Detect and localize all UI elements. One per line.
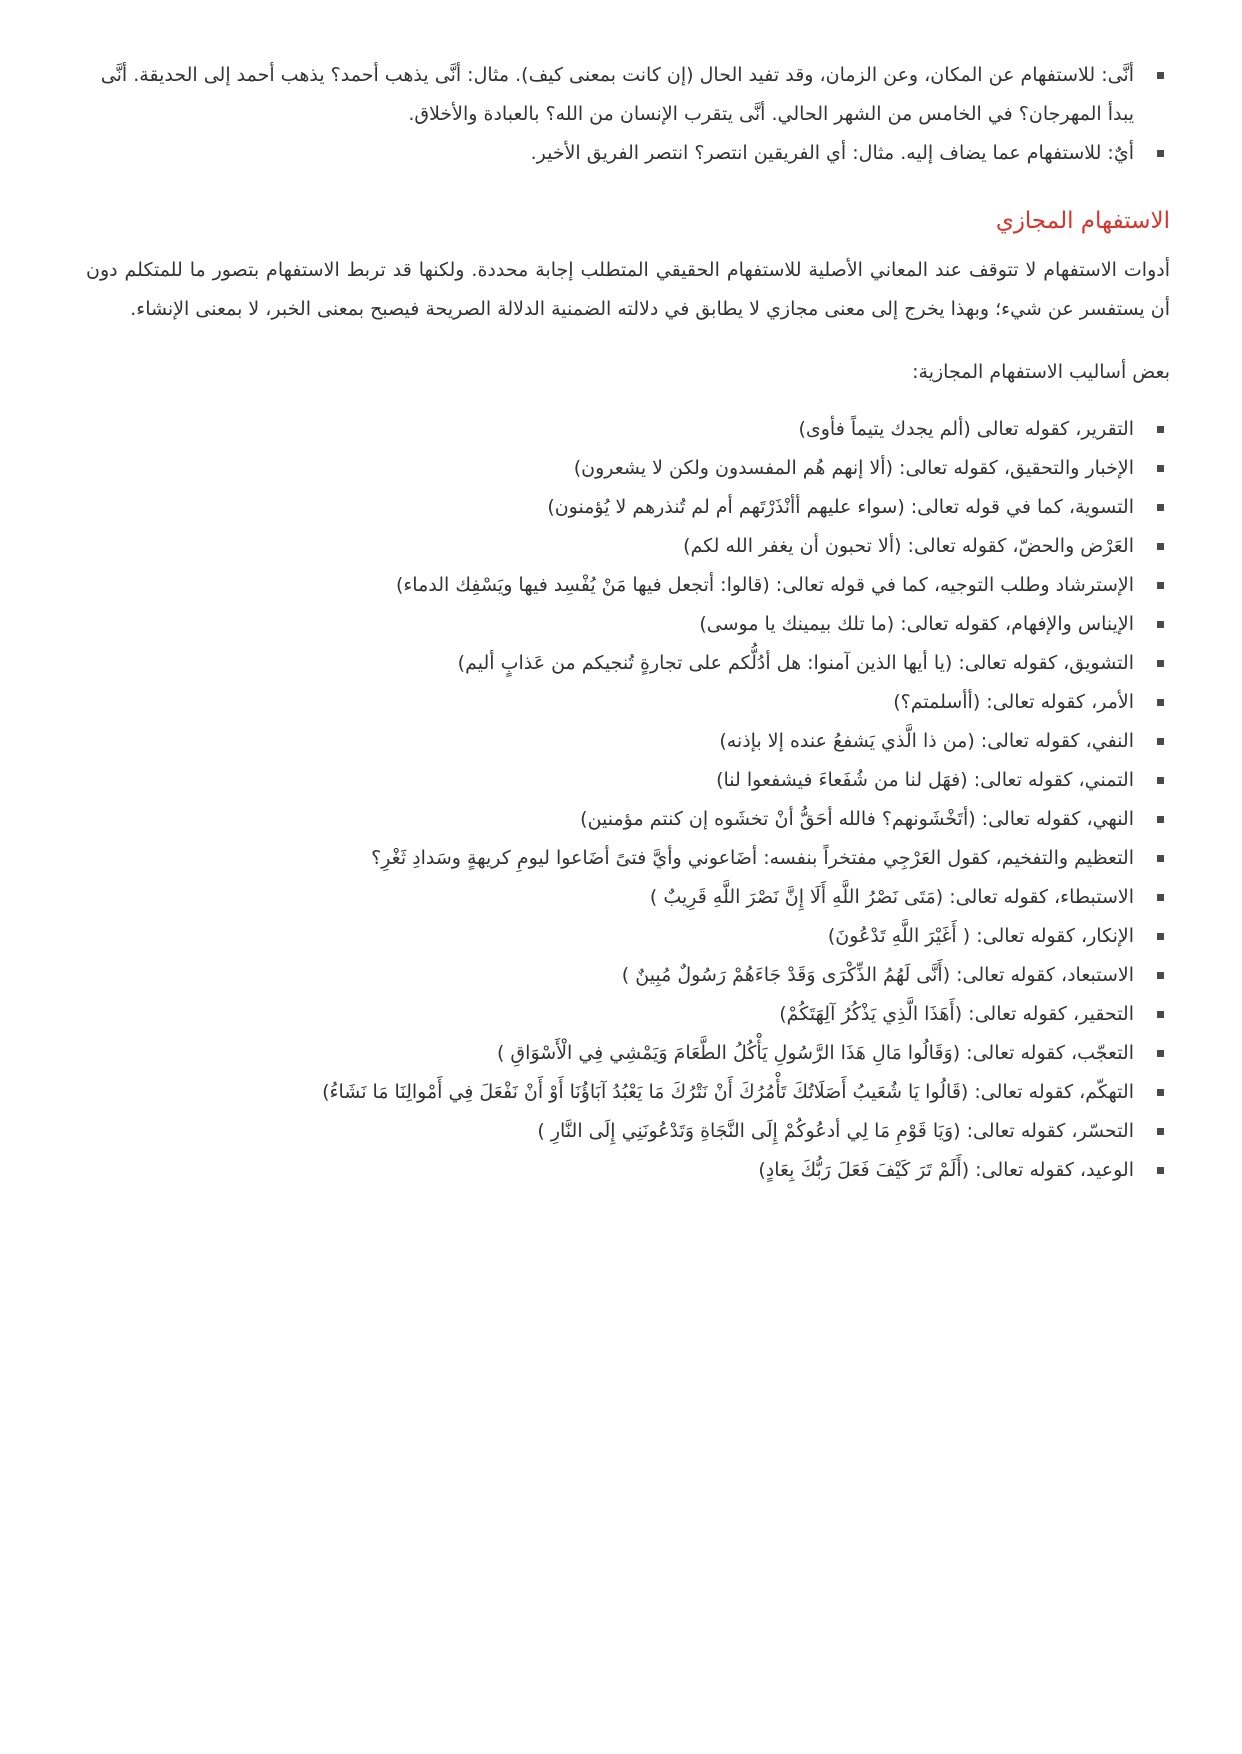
square-bullet-icon <box>1157 894 1164 901</box>
square-bullet-icon <box>1157 1050 1164 1057</box>
list-item-text: أيٌ: للاستفهام عما يضاف إليه. مثال: أي الفريقين انتصر؟ انتصر الفريق الأخير. <box>530 142 1134 164</box>
list-item <box>86 761 1170 800</box>
list-item <box>86 56 1170 134</box>
list-item-text: الإخبار والتحقيق، كقوله تعالى: (ألا إنهم هُم المفسدون ولكن لا يشعرون) <box>573 457 1134 479</box>
list-item-text: النفي، كقوله تعالى: (من ذا الَّذي يَشفعُ عنده إلا بإذنه) <box>719 730 1134 752</box>
list-item-text: الإنكار، كقوله تعالى: ( أَغَيْرَ اللَّهِ تَدْعُونَ) <box>827 925 1134 947</box>
list-item <box>86 566 1170 605</box>
intro-paragraph: أدوات الاستفهام لا تتوقف عند المعاني الأصلية للاستفهام الحقيقي المتطلب إجابة محددة. ولكنها قد تربط الاستفهام بتصور ما للمتكلم دون أن يستفسر عن شيء؛ وبهذا يخرج إلى معنى مجازي لا يطابق في دلالته الضمنية الدلالة الصريحة فيصبح بمعنى الخبر، لا بمعنى الإنشاء. <box>86 259 1170 320</box>
list-item <box>86 488 1170 527</box>
list-item <box>86 800 1170 839</box>
styles-intro: بعض أساليب الاستفهام المجازية: <box>912 361 1170 383</box>
square-bullet-icon <box>1157 972 1164 979</box>
list-item-text: الاستبعاد، كقوله تعالى: (أَنَّى لَهُمُ الذِّكْرَى وَقَدْ جَاءَهُمْ رَسُولٌ مُبِينٌ ) <box>621 964 1134 986</box>
square-bullet-icon <box>1157 1167 1164 1174</box>
square-bullet-icon <box>1157 933 1164 940</box>
square-bullet-icon <box>1157 72 1164 79</box>
square-bullet-icon <box>1157 1128 1164 1135</box>
section-heading: الاستفهام المجازي <box>995 208 1170 234</box>
list-item-text: العَرْض والحضّ، كقوله تعالى: (ألا تحبون أن يغفر الله لكم) <box>683 535 1134 557</box>
square-bullet-icon <box>1157 660 1164 667</box>
square-bullet-icon <box>1157 465 1164 472</box>
list-item <box>86 1112 1170 1151</box>
list-item <box>86 995 1170 1034</box>
list-item <box>86 722 1170 761</box>
square-bullet-icon <box>1157 582 1164 589</box>
list-item <box>86 878 1170 917</box>
list-item <box>86 956 1170 995</box>
list-item-text: التهكّم، كقوله تعالى: (قَالُوا يَا شُعَيبُ أَصَلَاتُكَ تَأْمُرُكَ أَنْ نَتْرُكَ مَا يَعْبُدُ آبَاؤُنَا أَوْ أَنْ نَفْعَلَ فِي أَمْوالِنَا مَا نَشَاءُ) <box>322 1081 1134 1103</box>
square-bullet-icon <box>1157 621 1164 628</box>
square-bullet-icon <box>1157 738 1164 745</box>
square-bullet-icon <box>1157 1089 1164 1096</box>
figurative-styles-list <box>86 410 1170 1190</box>
list-item <box>86 917 1170 956</box>
list-item <box>86 1034 1170 1073</box>
list-item-text: التقرير، كقوله تعالى (ألم يجدك يتيماً فأوى) <box>798 418 1134 440</box>
square-bullet-icon <box>1157 816 1164 823</box>
list-item-text: النهي، كقوله تعالى: (أتَخْشَونهم؟ فالله أحَقُّ أنْ تخشَوه إن كنتم مؤمنين) <box>580 808 1134 830</box>
list-item <box>86 1073 1170 1112</box>
document-page <box>86 56 1170 1190</box>
square-bullet-icon <box>1157 504 1164 511</box>
list-item-text: أنَّى: للاستفهام عن المكان، وعن الزمان، وقد تفيد الحال (إن كانت بمعنى كيف). مثال: أنَّى يذهب أحمد؟ يذهب أحمد إلى الحديقة. أنَّى يبدأ المهرجان؟ في الخامس من الشهر الحالي. أنَّى يتقرب الإنسان من الله؟ بالعبادة والأخلاق. <box>100 64 1134 125</box>
square-bullet-icon <box>1157 777 1164 784</box>
list-item <box>86 527 1170 566</box>
square-bullet-icon <box>1157 1011 1164 1018</box>
list-item-text: التحقير، كقوله تعالى: (أَهَذَا الَّذِي يَذْكُرُ آلِهَتَكُمْ) <box>779 1003 1134 1025</box>
list-item <box>86 449 1170 488</box>
list-item-text: التعظيم والتفخيم، كقول العَرْجِي مفتخراً بنفسه: أضَاعوني وأيَّ فتىً أضَاعوا ليومِ كريهةٍ وسَدادِ ثَغْرِ؟ <box>371 847 1134 869</box>
square-bullet-icon <box>1157 426 1164 433</box>
list-item <box>86 683 1170 722</box>
list-item-text: الوعيد، كقوله تعالى: (أَلَمْ تَرَ كَيْفَ فَعَلَ رَبُّكَ بِعَادٍ) <box>758 1159 1134 1181</box>
list-item <box>86 1151 1170 1190</box>
list-item-text: التسوية، كما في قوله تعالى: (سواء عليهم أأنْذَرْتَهم أم لم تُنذرهم لا يُؤمنون) <box>547 496 1134 518</box>
list-item <box>86 410 1170 449</box>
list-item <box>86 644 1170 683</box>
square-bullet-icon <box>1157 150 1164 157</box>
list-item-text: الإيناس والإفهام، كقوله تعالى: (ما تلك بيمينك يا موسى) <box>699 613 1134 635</box>
list-item-text: التعجّب، كقوله تعالى: (وَقَالُوا مَالِ هَذَا الرَّسُولِ يَأْكُلُ الطَّعَامَ وَيَمْشِي فِي الْأَسْوَاقِ ) <box>496 1042 1134 1064</box>
square-bullet-icon <box>1157 855 1164 862</box>
list-item-text: التحسّر، كقوله تعالى: (وَيَا قَوْمِ مَا لِي أدعُوكُمْ إِلَى النَّجَاةِ وَتَدْعُونَنِي إِلَى النَّارِ ) <box>537 1120 1134 1142</box>
list-item-text: الاستبطاء، كقوله تعالى: (مَتَى نَصْرُ اللَّهِ أَلَا إِنَّ نَصْرَ اللَّهِ قَرِيبٌ ) <box>649 886 1134 908</box>
square-bullet-icon <box>1157 699 1164 706</box>
list-item-text: الأمر، كقوله تعالى: (أأسلمتم؟) <box>893 691 1134 713</box>
square-bullet-icon <box>1157 543 1164 550</box>
list-item <box>86 839 1170 878</box>
list-item <box>86 605 1170 644</box>
list-item-text: التشويق، كقوله تعالى: (يا أيها الذين آمنوا: هل أدُلُّكم على تجارةٍ تُنجيكم من عَذابٍ أليم) <box>457 652 1134 674</box>
list-item-text: الإسترشاد وطلب التوجيه، كما في قوله تعالى: (قالوا: أتجعل فيها مَنْ يُفْسِد فيها ويَسْفِك الدماء) <box>395 574 1134 596</box>
list-item <box>86 134 1170 173</box>
question-tools-list <box>86 56 1170 173</box>
list-item-text: التمني، كقوله تعالى: (فهَل لنا من شُفَعاءَ فيشفعوا لنا) <box>716 769 1134 791</box>
